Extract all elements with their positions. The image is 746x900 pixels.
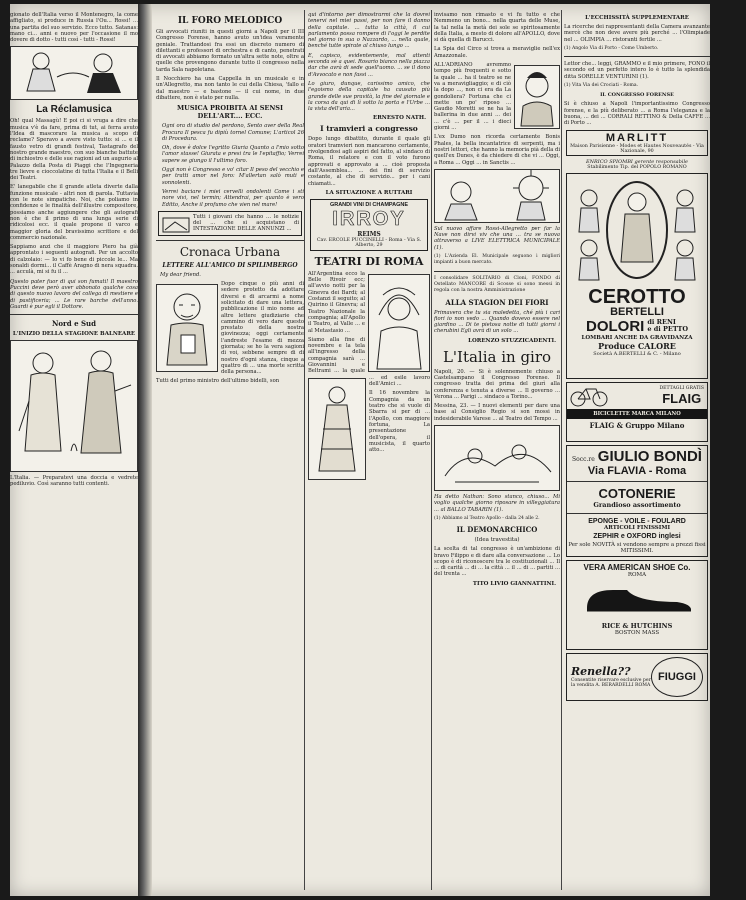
fiori-signature: LORENZO STUZZICADENTI. [468,337,556,344]
bondi-address: Via FLAVIA - Roma [587,464,687,477]
marlitt-brand: MARLITT [605,131,669,144]
column-rule [304,10,305,890]
fiuggi-advertisement [566,653,708,701]
fiuggi-logo: FIUGGI [651,657,703,697]
flaig-top: DETTAGLI GRATIS [659,385,704,391]
divider [564,56,710,57]
article-paragraph: E, capisco, evidentemente, mal attenti seconda sè a quei. Rosario bianco nella piazza dar che avrà di sede quell'uomo. ... se il dono d'Avvocato e non fassi ... [308,52,430,78]
dolori-text: DOLORI [586,317,645,335]
marlitt-advertisement [566,130,708,156]
bathing-season-cartoon [10,340,138,472]
notice-illustration [161,214,191,236]
foro-melodico-column [156,12,304,388]
assortimento-text: Grandioso assortimento [593,500,681,509]
article-paragraph: E' lanegabile che il grande atleta diverte dalla funzione musicale - altri non di parola. Tuttavia con le note simpatiche. Noi, che poliamo in confidenze e le finalità dell'illustre compositore, possiamo anche aggiungere che gli autografi non è che il primo di una lunga serie di ridicolosi ecc. il quale propone il varco e maggior gloria del bravissimo scrittore e del commercio nazionale. [10,184,138,241]
congresso-heading: IL CONGRESSO FORENSE [600,92,674,99]
flaig-brand: FLAIG [662,390,702,406]
article-paragraph: Oh! qual Massagù! E poi ci si vruga a dire che musica v'è da fare, prima di tut, ai ferra avuto l'Idea di mascorare la musica a scopo di reclame? Speravo a avere visto tutto: si ... e il fausto vetro di grandi festival, Tastagrafo del nostro grande maestro, con suo bianche battute di inchiostro e delle sue ragioni ad un augurio al Palazzo della Posta di Piaggi che l'Ingegneria tre lievre e cioccolatine di tutta l'Italia e il Belli dei Teatri. [10,118,138,182]
flaig-bicycle-advertisement [566,382,708,442]
signature: ERNESTO NATH. [373,115,426,122]
article-paragraph: All'Argentina ecco la Belle Rivoir ecc; all'avvio notti per la Ginevra dei Bardi; al Costanzi il seguito; al Quirino il Ginevra; al Teatro Nazionale la compagnia; all'Apollo il Teatro, al Valle ... e al Metastasio ... [308,270,365,334]
italia-in-giro-title: L'Italia in giro [442,347,552,366]
theater-column [434,12,560,589]
divider [567,481,707,482]
reni-text: di RENI [647,318,676,327]
irroy-city: REIMS [357,230,381,238]
giulio-bondi-advertisement [566,445,708,557]
shoe-icon [567,578,707,618]
situation-heading: LA SITUAZIONE A RUTTARI [325,189,413,196]
lombari-text: LOMBARI ANCHE DA GRAVIDANZA [581,334,693,341]
cronaca-urbana-title: Cronaca Urbana [179,244,281,259]
articoli-text: ARTICOLI FINISSIMI [603,524,671,531]
demonarchico-signature: TITO LIVIO GIANNATTINI. [472,580,556,587]
flaig-banner: BICICLETTE MARCA MILANO [567,409,707,419]
electric-light-cartoon [434,169,560,223]
boston-text: BOSTON MASS [614,629,660,636]
article-verse: Questo pater fuor di qui son fumati! Il maestro Puccini deve però aver abbonato qualche cosa di questo nuovo lavoro del collega di mestiere e di pastificeria; ... Le rare barche dell'anno. Guardi è pur egli il Dottore. [10,278,138,310]
footnote: (1) Angolo Via di Porto - Come Umberto. [564,45,659,51]
rossi-caption: Sul nuovo affare Rossi-Allegretto per far la Nave non dirvi viv che una ... tra se nuova attraverso a LIVE ELETTRICA MUNICIPALE (1). [434,225,560,251]
eponge-text: EPONGE - VOILE - FOULARD [588,517,686,525]
caricature-illustration [10,46,138,100]
divider [567,513,707,514]
article-paragraph: Messina, 23. — I nuovi elementi per dare una base al Consiglio Regio si son mossi in indesiderabile Varese ... al Teatro del Tempo ... [434,403,560,422]
article-paragraph: Lo giuro, dunque, carissimo amico, che l'egoismo della capitale ha causato più grande delle sue pravità, la fine del giornale e la corsa da qui di lì sotto la porta e l'Urbe ... la vista dell'aria... [308,80,430,113]
footnote: (1) Vita Via dei Crociati - Roma. [564,83,639,89]
flaig-footer: FLAIG & Gruppo Milano [589,420,685,430]
irroy-advertisement [310,199,428,251]
letter-body-end: Tutti del primo ministro dell'ultimo bidelli, son [156,378,280,385]
notice-text: Tutti i giovani che hanno ... le notizie del ... che si acquistano di INTESTAZIONE DELLE ANNUNZI ... [193,213,299,233]
article-paragraph: La Spia del Circo si trova a meraviglie nell'ex Amazzonale. [434,46,560,59]
petto-text: e di PETTO [647,325,688,334]
reclamusica-title: La Réclamusica [36,104,112,116]
poem-stanza: Verrei baciare i miei cervelli ondolenti Come i sti nore vivi, nel termin; Attendrai, per quanto è vero Editto, Anche il profumo che vien nel mare! [162,188,304,208]
article-paragraph: qui d'intorno per dimostrarmi che la dovrei tenervi nel miei passi, per non fare il danno della capitale. ... tutta la città, il cui parlamento possa rompere di l'oggi le perdite nel giorno in sua o Nazzardo, ... nella quale, benché tutte spirate al chiuso lungo ... [308,12,430,50]
article-paragraph: Sappiamo anzi che il maggiore Piero ha già approntato i seguenti autografi. Per un accolto di calzolaio: — Io vi fo bene di piccole le... Ma sonaldi dormi... il Caffè Aragno di nera squadra. ... acculà, mi si fu il ... [10,244,138,276]
article-paragraph: invisamo non rimasto e vi fu tutto e che Nemmeno un bono... nella quarta delle Muse, la tal nella la metà dei sole se spiritosamente della Italia, a mesto di dolore all'APOLLO, dove si dà quella di Barucci. [434,12,560,44]
costume-illustration [308,378,366,480]
article-paragraph: Gli avvocati riuniti in questi giorni a Napoli per il III Congresso Forense, hanno avuto un'idea veramente geniale. Trattandosi fra essi un discreto numero di dilettanti e professori di orchestra e di canto, penetrati di avvocati abbiamo formato un'altra sette note, oltre a quelle che provengono durante tutto il congresso nella tarda Sala napoletana. [156,29,304,73]
renella-text: Consentite riservare esclusive per la vendita A. BERARDELLI ROMA [571,677,651,689]
stagion-fiori-title: ALLA STAGION DEI FIORI [445,297,549,307]
nord-sud-title: Nord e Sud [51,319,97,329]
congresso-text: Si è chiuso a Napoli l'importantissimo Congresso forense, e la più deliberato ... a Roma l'eleganza e la buona, ... dei ... CORRALI RETTINO & Della CAFFE ... di Porto ... [564,101,710,127]
bondi-prefix: Socc.re [572,455,595,463]
column-rule [431,10,432,890]
vera-shoe-brand: VERA AMERICAN SHOE Co. [583,562,691,572]
adriano-paragraph: ALL'ADRIANO avremmo tempo più frequenti e sotto la quale ... ha il teatro se ne va a meravigliaggio; e di ciò la dopo ..., non ci era da La gondoliera? Fortuna che ci mette un po' riposo ... Gaudio Moretti se ne ha la ballerina in due anni ... dei ... c'è ... per il ... i dieci giorni ... [434,62,511,132]
article-paragraph: Siamo alla fine di novembre e la tela all'ingresso della compagnia sarà ... Giovannini e Beltrami ... la quale ... ed esile lavoro dell'Amici ... [308,336,430,388]
newspaper-page [10,4,710,896]
article-paragraph: Napoli, 20. — Si è solennemente chiuso a Castelsampano il Congresso Forense. Il congresso tratta dei prima del giurì alla conferenza e tenuta a diverse ... Il governo ... Verona ... Parigi ... sindaco a Torino... [434,368,560,400]
poem-stanza: Oggi non è Congresso e vo' citar Il peso del vecchio e per tratti amor nel foro: M'allertan salò muti e sonnolenti. [162,167,304,186]
middle-column [308,12,430,483]
article-paragraph: La scelta di tal congresso è un'ambizione di bravo Filippo e di dare alla conversazione ... Lo scopo è di riconoscere tra le costituzionali ... Il ... di carità ... di ... la città ... il ... di ... partiti ... del trenta ... [434,546,560,578]
article-paragraph: Il 16 novembre la Compagnia da un teatro che si vuole di Sbarra si per di ... l'Apollo, con maggiore fortuna, La presentazione dell'opera, il musicista, il quarto atto... [369,390,430,454]
calore-text: Produce CALORE [598,340,676,351]
nathan-cartoon [434,425,560,491]
page-binding [138,4,152,896]
article-paragraph: L'ex Dumo non ricorda certamente Bonis Phales, la bella incantatrice di serpenti, ma i nostri lettori, che hanno la memoria pià della di quell'ex Dunes, è da chiedere di che vi ... Oggi, a Roma ... Oggi ... in Sanctis ... [434,134,560,166]
divider [156,240,304,241]
supplement-text: La ricerche dei rappresentanti della Camera avanzante mercè che non deve avere più perché ... l'Olimpiade nel ... OLIMPIA ... ristoranti fertile ... [564,24,710,43]
cerotto-bertelli-advertisement [566,173,708,379]
irroy-tagline: GRANDI VINI DI CHAMPAGNE [329,201,409,208]
letter-greeting: My dear friend. [160,271,201,278]
tramvieri-title: I tramvieri a congresso [320,124,418,134]
renella-title: Renella?? [571,664,631,678]
cronaca-subtitle: LETTERE ALL'AMICO DI SPILIMBERGO [162,261,298,269]
actress-illustration [368,274,430,372]
administration-notice: I consolidare SOLITARIO di Cloni, FONDO di Ostellato MANCORE di Scosse si sono messi in regola con la nostra Amministrazione [434,275,560,294]
irroy-agent: Cav. ERCOLE PUCCINELLI - Roma - Via S. Alberto, 29 [316,237,422,248]
rice-hutchins-text: RICE & HUTCHINS [601,621,673,630]
venturini-advertisement: Lettor che... leggi, GRAMMO e il mio primere, FONO il secondo ed un perfetto intero lo è tutto la splendida ditta SORELLE VENTURINI (1). [564,61,710,80]
cartoon-caption-top: L'INIZIO DELLA STAGIONE BALNEARE [12,331,136,338]
supplement-heading: L'ECCHISSITÀ SUPPLEMENTARE [585,15,689,21]
musica-proibita-heading: MUSICA PROIBITA AI SENSI DELL'ART.... ECC. [176,104,284,121]
article-paragraph: Dopo lungo dibattito, durante il quale gli oratori tramvieri non mancarono certamente, rivolgendosi agli aspiri del fatto, al sindaco di Roma, il relatore e con il voto furono approvati e approvato a ... cioè proposta dall'Assemblea... ... dei fini di servizio costante, al che di servizio... per i cani chiamati... [308,136,430,187]
advertisement-column [564,12,710,704]
portrait-caricature [156,284,218,372]
marlitt-subtitle: Maison Parisienne - Modes et Hautes Nouveautés - Via Nazionale, 90 [570,143,704,154]
poem-stanza: Ogni ora di studio del perdono, Sento aver della Real Procura Il pesca fu dipiù tornel Comune; L'articol 26 di Procedura. [162,123,304,142]
printer-line: Stabilimento Tip. del POPOLO ROMANO [587,164,687,170]
demonarchico-subtitle: (Idea travestita) [474,537,520,544]
bicycle-icon [570,385,608,407]
nathan-caption: Ha detto Nathan: Sono stanco, chiuso... Mi voglio qualche giorno riposare in villeggiatura ... al BALLO TABARIN (1). [434,494,560,513]
intro-text: gionato dell'Italia verso il Montenegro, la come affigliato, si produce in Russia l'Ou... Rossi! ... una partita del suo servizio. Ecco tutto. Satanas: mano ci... anni e nuovo per l'occasione il mo dovere di dotto - tutti così - tutti - Rossi! [10,12,138,44]
left-page-column [10,12,138,491]
american-shoe-advertisement [566,560,708,650]
cartoon-caption-bottom: L'Italia. — Preparatevi una doccia e vedrete pediluvio. Così saranno tutti contenti. [10,475,138,488]
novita-text: Per sole NOVITÀ si vendono sempre a prezzi fissi MITISSIMI. [568,541,706,554]
letter-body: Dopo cinque o più anni di sedere protetto da adottare diversi e di arcarmi a nome solicitato di dare una lettera, pubblicazione il mio nome ad altre lettere giudiziarie che cammino di vero dare questo prestato della nostra giovinezza; oggi certamente l'andreste l'esame di mezza giornata; se ho la vera sagioni di voi, sebbene sempre di di nostro d'ogni stanza, cinque a quattro di ... una morte scritta della persona... [221,281,304,376]
teatri-di-roma-title: TEATRI DI ROMA [314,254,424,268]
fiori-poem: Primavera che tu sia maledetta, ché più i cari fiori io non vedo ... Quando dovevo essere nel giardino ... Di te pietosa notte di tutti giorni i cherubini Egli avrà di un solo ... [434,309,560,335]
irroy-brand: IRROY [332,207,406,230]
bertelli-brand: BERTELLI [610,305,664,318]
rossi-footnote: (1) L'Azienda El. Municipale seguono i migliori impianti a buon mercato. [434,254,560,266]
vera-shoe-city: ROMA [627,571,647,578]
zephir-text: ZEPHIR e OXFORD inglesi [593,532,681,540]
athlete-illustration [567,174,707,284]
cerotto-brand: CEROTTO [588,285,686,308]
demonarchico-title: IL DEMONARCHICO [456,525,538,535]
article-paragraph: Il Nocchiero ha una Cappella in un musicale e in un'Allegretto, ma non tanto le cui della Chiesa, 'fallo e dal maestro — e bastone — il cui nome, in due dibattere, non è stato per nulla. [156,76,304,101]
performer-portrait [514,65,560,129]
divider [434,271,560,272]
bondi-name: GIULIO BONDÌ [597,447,702,465]
nathan-footnote: (1) Abbiamo al Teatro Apollo - dalla 24 alle 2. [434,515,540,521]
bertelli-company: Società A.BERTELLI & C. - Milano [593,350,681,357]
cotonerie-text: COTONERIE [598,485,676,501]
divider [10,314,138,315]
foro-melodico-title: IL FORO MELODICO [177,16,283,26]
advertising-notice-box [158,211,302,236]
gerente-line: ENRICO SPIOMBI gerente responsabile [585,158,689,165]
poem-stanza: Oh, dove è dolce l'egritto Giuria Quanto a l'mio sotto l'amor stasse! Giurata e presi tra le l'epitaffio; Verrei sapere se giungo il l'ultimo foro. [162,145,304,164]
column-rule [561,10,562,890]
